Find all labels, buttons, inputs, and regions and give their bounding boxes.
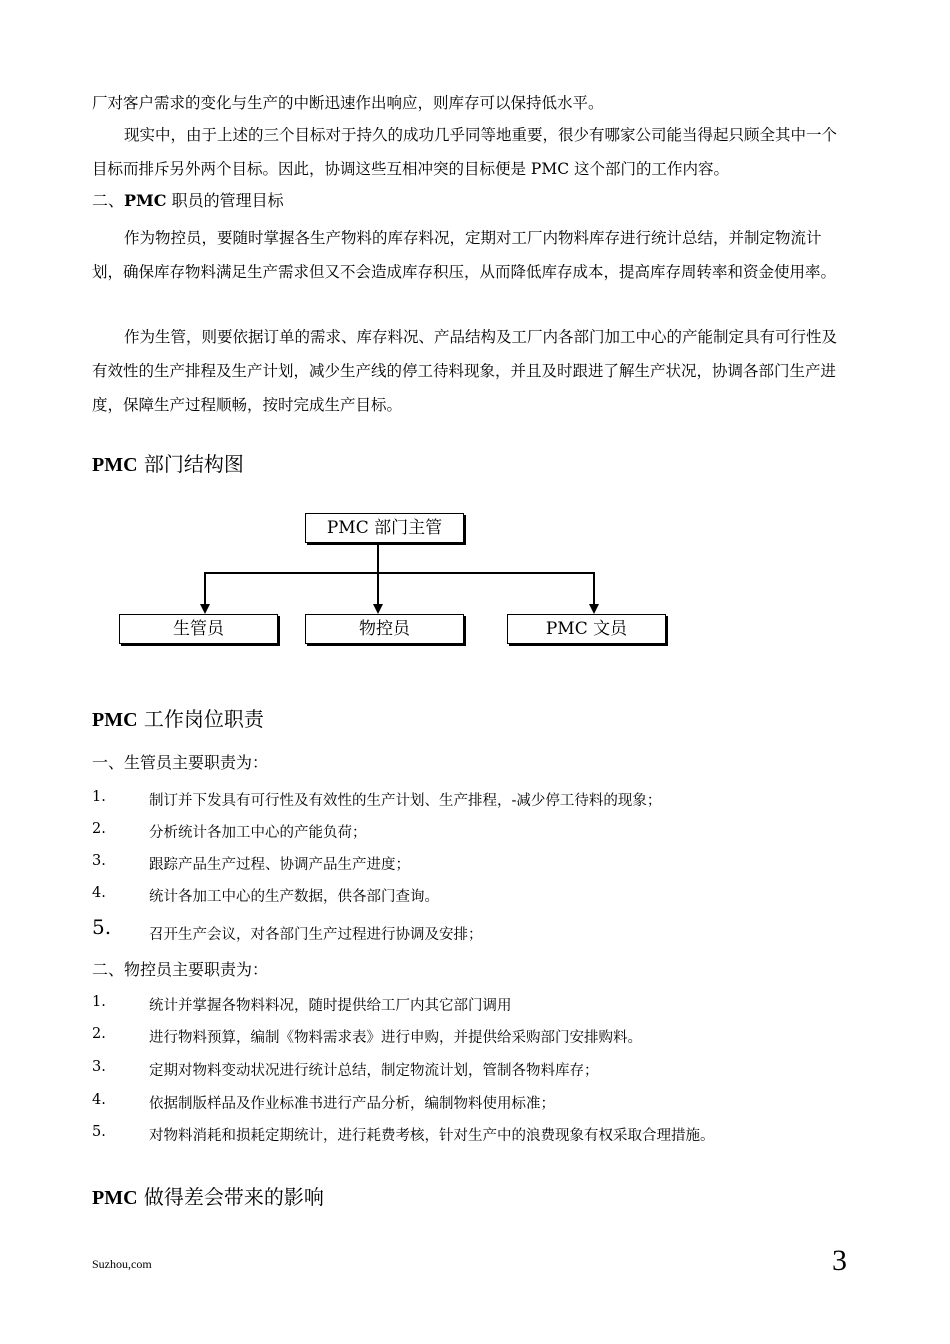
list-text: 对物料消耗和损耗定期统计，进行耗费考核，针对生产中的浪费现象有权采取合理措施。: [149, 1128, 715, 1144]
org-arrow-middle: [373, 604, 383, 614]
page-number: 3: [832, 1244, 847, 1277]
heading-impact: [92, 1181, 324, 1210]
list-number: 4.: [92, 1092, 106, 1108]
heading-duties: [92, 703, 264, 732]
heading-rest: 部门结构图: [137, 452, 244, 476]
org-arrow-right: [589, 604, 599, 614]
section-rest: 职员的管理目标: [166, 191, 284, 210]
heading-bold: PMC: [92, 454, 138, 476]
org-box-material-controller: 物控员: [305, 614, 464, 644]
org-connector-bar: [204, 572, 595, 574]
list-number: 3.: [92, 1059, 106, 1075]
list-number: 5.: [92, 915, 112, 939]
list-number: 1.: [92, 994, 106, 1010]
org-connector-middle: [377, 572, 379, 607]
list-number: 4.: [92, 885, 106, 901]
list-text: 召开生产会议，对各部门生产过程进行协调及安排；: [149, 927, 483, 943]
list-item: [92, 821, 852, 845]
org-box-production-planner: 生管员: [119, 614, 278, 644]
section-prefix: 二、: [92, 191, 125, 210]
list-item: [92, 1092, 852, 1116]
section-management-goals: [92, 188, 284, 211]
list-text: 分析统计各加工中心的产能负荷；: [149, 825, 367, 841]
org-box-supervisor: PMC 部门主管: [305, 513, 464, 543]
section-bold: PMC: [124, 191, 167, 210]
heading-rest: 工作岗位职责: [137, 707, 264, 731]
list-item: [92, 994, 852, 1018]
list-number: 5.: [92, 1124, 106, 1140]
list-item: [92, 1026, 852, 1050]
heading-org-chart: [92, 448, 244, 477]
duties-material-title: 二、物控员主要职责为：: [92, 960, 269, 979]
list-text: 制订并下发具有可行性及有效性的生产计划、生产排程，-减少停工待料的现象；: [149, 793, 662, 809]
list-text: 进行物料预算，编制《物料需求表》进行申购，并提供给采购部门安排购料。: [149, 1030, 642, 1046]
org-arrow-left: [200, 604, 210, 614]
list-number: 3.: [92, 853, 106, 869]
list-item: [92, 915, 852, 947]
org-connector-trunk: [377, 543, 379, 573]
paragraph-2: 现实中，由于上述的三个目标对于持久的成功几乎同等地重要，很少有哪家公司能当得起只顾全其中一个目标而排斥另外两个目标。因此，协调这些互相冲突的目标便是 PMC 这个部门的工作内容。: [92, 126, 838, 178]
list-item: [92, 1124, 852, 1148]
paragraph-4: 作为生管，则要依据订单的需求、库存料况、产品结构及工厂内各部门加工中心的产能制定具有可行性及有效性的生产排程及生产计划，减少生产线的停工待料现象，并且及时跟进了解生产状况，协调各部门生产进度，保障生产过程顺畅，按时完成生产目标。: [92, 328, 838, 414]
footer-source: Suzhou,com: [92, 1257, 152, 1271]
org-connector-right: [593, 572, 595, 607]
list-item: [92, 885, 852, 909]
list-item: [92, 789, 852, 813]
heading-rest: 做得差会带来的影响: [137, 1185, 324, 1209]
list-text: 依据制版样品及作业标准书进行产品分析，编制物料使用标准；: [149, 1096, 555, 1112]
duties-planner-title: 一、生管员主要职责为：: [92, 753, 269, 772]
org-connector-left: [204, 572, 206, 607]
list-text: 统计各加工中心的生产数据，供各部门查询。: [149, 889, 439, 905]
list-item: [92, 1059, 852, 1083]
list-number: 1.: [92, 789, 106, 805]
list-text: 定期对物料变动状况进行统计总结，制定物流计划，管制各物料库存；: [149, 1063, 599, 1079]
heading-bold: PMC: [92, 709, 138, 731]
list-item: [92, 853, 852, 877]
list-text: 跟踪产品生产过程、协调产品生产进度；: [149, 857, 410, 873]
paragraph-3: 作为物控员，要随时掌握各生产物料的库存料况，定期对工厂内物料库存进行统计总结，并制定物流计划，确保库存物料满足生产需求但又不会造成库存积压，从而降低库存成本，提高库存周转率和资金使用率。: [92, 229, 837, 281]
list-text: 统计并掌握各物料料况，随时提供给工厂内其它部门调用: [149, 998, 512, 1014]
org-box-pmc-clerk: PMC 文员: [507, 614, 666, 644]
paragraph-1: 厂对客户需求的变化与生产的中断迅速作出响应，则库存可以保持低水平。: [92, 94, 604, 112]
list-number: 2.: [92, 821, 106, 837]
heading-bold: PMC: [92, 1187, 138, 1209]
list-number: 2.: [92, 1026, 106, 1042]
